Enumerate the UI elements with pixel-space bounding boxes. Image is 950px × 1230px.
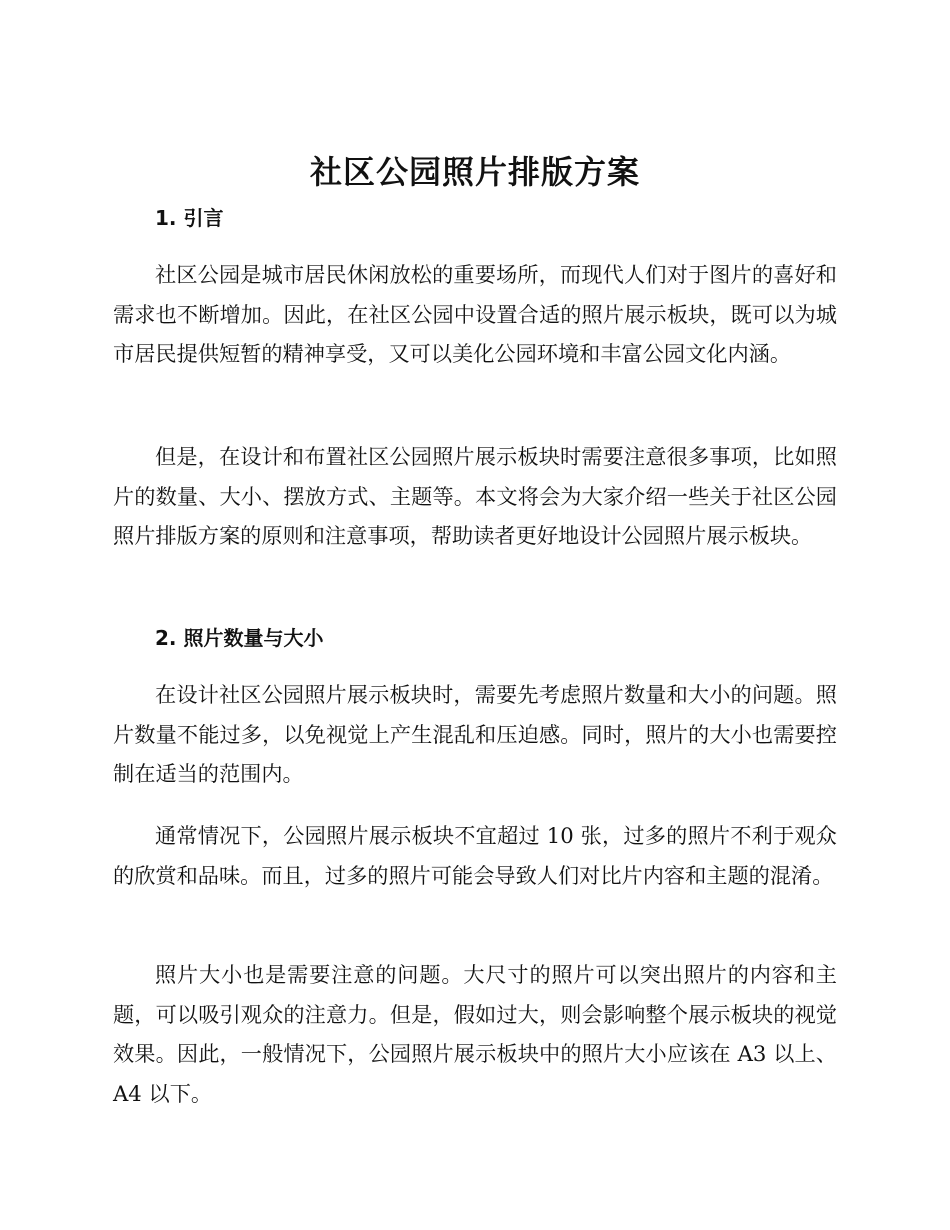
paragraph: 但是，在设计和布置社区公园照片展示板块时需要注意很多事项，比如照片的数量、大小、摆放方式、主题等。本文将会为大家介绍一些关于社区公园照片排版方案的原则和注意事项，帮助读者更好地设计公园照片展示板块。 <box>113 444 837 548</box>
paragraph: 在设计社区公园照片展示板块时，需要先考虑照片数量和大小的问题。照片数量不能过多，以免视觉上产生混乱和压迫感。同时，照片的大小也需要控制在适当的范围内。 <box>113 682 837 786</box>
section-heading-introduction: 1. 引言 <box>155 206 224 230</box>
paragraph: 通常情况下，公园照片展示板块不宜超过 10 张，过多的照片不利于观众的欣赏和品味。而且，过多的照片可能会导致人们对比片内容和主题的混淆。 <box>113 823 837 888</box>
paragraph: 社区公园是城市居民休闲放松的重要场所，而现代人们对于图片的喜好和需求也不断增加。因此，在社区公园中设置合适的照片展示板块，既可以为城市居民提供短暂的精神享受，又可以美化公园环境和丰富公园文化内涵。 <box>113 262 837 366</box>
document-title: 社区公园照片排版方案 <box>309 153 640 191</box>
section-heading-photo-quantity-size: 2. 照片数量与大小 <box>155 626 324 650</box>
paragraph: 照片大小也是需要注意的问题。大尺寸的照片可以突出照片的内容和主题，可以吸引观众的注意力。但是，假如过大，则会影响整个展示板块的视觉效果。因此，一般情况下，公园照片展示板块中的照片大小应该在 A3 以上、A4 以下。 <box>113 962 837 1106</box>
